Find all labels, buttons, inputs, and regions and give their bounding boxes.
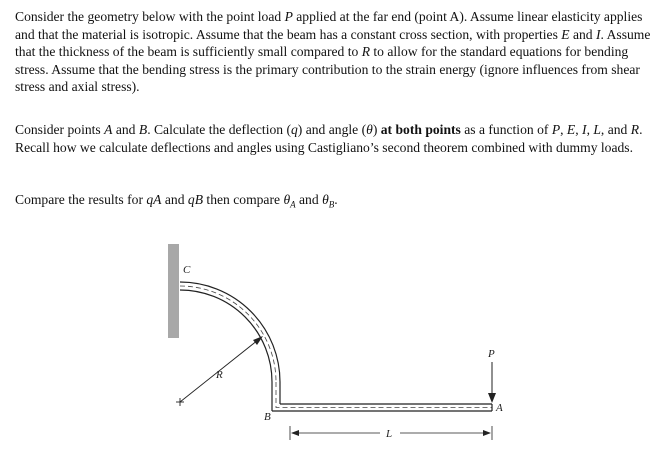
text-run: and — [161, 192, 188, 207]
text-run: as a function of — [460, 122, 552, 137]
text-run: . Recall how we calculate deflections and angles using Castigliano’s second theorem combined with dummy loads. — [15, 122, 643, 155]
label-P: P — [488, 348, 495, 360]
symbol-qB: qB — [187, 192, 204, 207]
symbol-theta-B: θ — [322, 192, 329, 207]
symbol-E: E — [561, 26, 570, 42]
symbol-A: A — [104, 122, 113, 137]
symbol-R: R — [361, 44, 370, 59]
text-run: . — [334, 192, 338, 207]
symbol-I: I — [596, 26, 601, 42]
symbol-L: L — [593, 122, 601, 137]
text-run: . Assume that the thickness of the beam is sufficiently small compared to — [15, 26, 651, 59]
symbol-q: q — [291, 122, 298, 137]
symbol-P: P — [284, 9, 293, 24]
symbol-qA: qA — [146, 192, 162, 207]
symbol-R: R — [630, 122, 640, 137]
beam-outer-edge — [180, 282, 280, 382]
symbol-E: E — [566, 122, 576, 137]
text-run: ) — [372, 122, 381, 137]
emphasis-both-points: at both points — [380, 122, 461, 137]
text-run: Compare the results for — [15, 192, 147, 207]
text-run: . Calculate the deflection ( — [147, 122, 291, 137]
text-run: and — [569, 26, 597, 42]
label-L: L — [386, 428, 393, 440]
beam-centerline-curved — [180, 286, 276, 382]
text-run: and — [295, 192, 323, 207]
text-run: , — [560, 122, 567, 137]
text-run: Consider points — [15, 122, 105, 137]
text-run: ) and angle ( — [297, 122, 367, 137]
problem-paragraph-2 — [15, 121, 655, 156]
symbol-P: P — [551, 122, 561, 137]
problem-paragraph-1 — [15, 8, 655, 96]
text-run: then compare — [203, 192, 284, 207]
text-run: applied at the far end (point A). Assume linear elasticity applies and that the material is isotropic. Assume that the beam has a constant cross section, with properties — [15, 9, 643, 42]
text-run: , — [586, 122, 594, 137]
symbol-B: B — [138, 122, 148, 137]
label-B: B — [264, 411, 271, 423]
text-run: , — [575, 122, 583, 137]
subscript-B: B — [328, 199, 335, 210]
symbol-I: I — [582, 122, 587, 137]
dimension-arrow-left — [291, 430, 299, 436]
text-run: to allow for the standard equations for bending stress. Assume that the bending stress is the primary contribution to the strain energy (ignore influences from shear stress and axial stress). — [15, 44, 640, 94]
subscript-A: A — [290, 199, 296, 210]
text-run: , and — [600, 122, 631, 137]
text-run: Consider the geometry below with the point load — [15, 9, 285, 24]
problem-paragraph-3 — [15, 191, 655, 214]
beam-figure — [0, 230, 665, 475]
dimension-arrow-right — [483, 430, 491, 436]
load-arrow-head — [488, 393, 496, 403]
symbol-theta: θ — [366, 122, 373, 137]
label-C: C — [183, 264, 191, 276]
fixed-wall — [168, 244, 179, 338]
label-R: R — [216, 369, 223, 381]
label-A: A — [496, 402, 503, 414]
text-run: and — [112, 122, 139, 137]
beam-inner-edge — [180, 290, 272, 382]
symbol-theta-A: θ — [283, 192, 291, 207]
